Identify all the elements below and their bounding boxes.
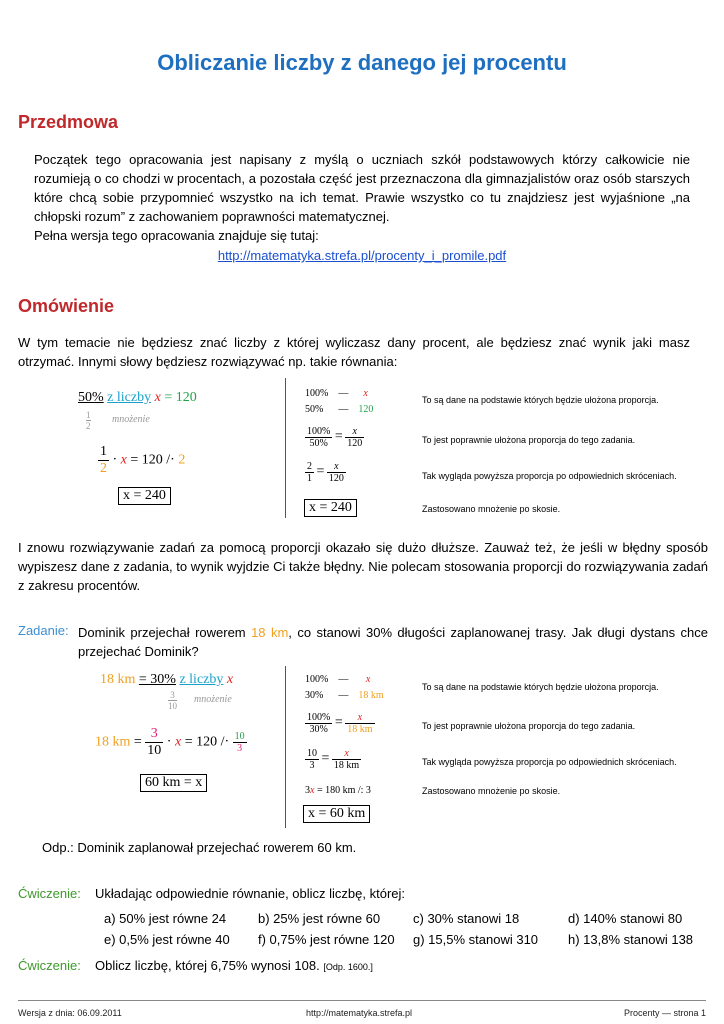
task-answer: Odp.: Dominik zaplanował przejechać rowerem 60 km. [42, 840, 357, 855]
task-line2: 18 km = $\frac{3}{10}$ · x = 120 /· $\frac{10}{3}$ [95, 726, 245, 758]
exercise1-item-f: f) 0,75% jest równe 120 [258, 932, 395, 947]
task-reduced: $\frac{10}{3}$ = $\frac{x}{18 km}$ [307, 748, 360, 771]
task-note-1: To są dane na podstawie których będzie ułożona proporcja. [422, 682, 659, 692]
discussion-paragraph: W tym temacie nie będziesz znać liczby z której wyliczasz dany procent, ale będziesz znać wynik jaki masz otrzymać. Innymi słowy będziesz rozwiązywać np. takie równania: [18, 335, 690, 369]
exercise1-item-g: g) 15,5% stanowi 310 [413, 932, 539, 947]
task-proportion: $\frac{100\%}{30\%}$ = $\frac{x}{18 km}$ [307, 712, 373, 735]
example1-mnozenie: mnożenie [112, 414, 150, 425]
task-note-4: Zastosowano mnożenie po skosie. [422, 786, 561, 796]
preface-link-row [0, 248, 724, 263]
example1-reduced: $\frac{2}{1}$ = $\frac{x}{120}$ [307, 461, 344, 484]
example1-note-1: To są dane na podstawie których będzie ułożona proporcja. [422, 395, 659, 405]
heading-przedmowa: Przedmowa [18, 112, 119, 132]
example1-zliczby: z liczby [107, 390, 152, 405]
example1-note-3: Tak wygląda powyższa proporcja po odpowiednich skróceniach. [422, 471, 677, 481]
exercise1-item-c: c) 30% stanowi 18 [413, 911, 520, 926]
footer-divider [18, 1000, 706, 1001]
task-equation: 18 km = 30% z liczby x [100, 672, 234, 687]
exercise2-label: Ćwiczenie: [18, 958, 81, 973]
heading-omowienie: Omówienie [18, 296, 115, 316]
exercise1-text: Układając odpowiednie równanie, oblicz liczbę, której: [95, 886, 406, 901]
exercise1-item-e: e) 0,5% jest równe 40 [104, 932, 230, 947]
footer-version: Wersja z dnia: 06.09.2011 [18, 1008, 122, 1018]
example1-eq: = 120 [164, 390, 197, 405]
task-result2: x = 60 km [303, 805, 370, 823]
task-fraction-hint: 3 10 [168, 690, 177, 711]
example1-note-4: Zastosowano mnożenie po skosie. [422, 504, 561, 514]
exercise1-item-b: b) 25% jest równe 60 [258, 911, 381, 926]
example1-proportion: $\frac{100\%}{50\%}$ = $\frac{x}{120}$ [307, 426, 363, 449]
task-result: 60 km = x [140, 774, 207, 792]
task-note-3: Tak wygląda powyższa proporcja po odpowiednich skróceniach. [422, 757, 677, 767]
example1-equation [78, 390, 197, 406]
task-proportion-data: 100% — x 30% — 18 km [305, 674, 384, 701]
exercise1-item-a: a) 50% jest równe 24 [104, 911, 227, 926]
footer-page: Procenty — strona 1 [623, 1008, 706, 1018]
pdf-link[interactable]: http://matematyka.strefa.pl/procenty_i_promile.pdf [217, 248, 507, 263]
example1-note-2: To jest poprawnie ułożona proporcja do tego zadania. [422, 435, 636, 445]
example1-half-hint: 1 2 [86, 410, 91, 431]
example1-proportion-data: 100% — x 50% — 120 [305, 388, 374, 415]
page-title: Obliczanie liczby z danego jej procentu [157, 50, 567, 75]
discussion-paragraph-2: I znowu rozwiązywanie zadań za pomocą proporcji okazało się dużo dłuższe. Zauważ też, że jeśli w błędny sposób wypiszesz dane z zadania, to wynik wyjdzie Ci także błędny. Nie polecam stosowania proporcji do rozwiązywania zadań z zakresu procentów. [18, 540, 708, 593]
preface-paragraph: Początek tego opracowania jest napisany z myślą o uczniach szkół podstawowych którzy całkowicie nie rozumieją o co chodzi w procentach, a pozostała część jest przeznaczona dla gimnazjalistów oraz osób starszych które chcą sobie przypomnieć wszystko na ich temat. Prawie wszystko co tu znajdziesz jest wyjaśnione „na chłopski rozum” z zachowaniem poprawności matematycznej. [34, 152, 690, 224]
task-note-2: To jest poprawnie ułożona proporcja do tego zadania. [422, 721, 636, 731]
exercise2-text: Oblicz liczbę, której 6,75% wynosi 108. [Odp. 1600.] [95, 958, 373, 973]
preface-link-intro: Pełna wersja tego opracowania znajduje się tutaj: [34, 228, 319, 243]
example1-percent: 50% [78, 390, 104, 405]
task-cross: 3x = 180 km /: 3 [305, 785, 371, 796]
footer-url[interactable]: http://matematyka.strefa.pl [306, 1008, 413, 1018]
example1-result: x = 240 [118, 487, 171, 505]
divider-line-1 [285, 378, 286, 518]
task-label: Zadanie: [18, 623, 69, 638]
task-text: Dominik przejechał rowerem 18 km, co stanowi 30% długości zaplanowanej trasy. Jak długi dystans chce przejechać Dominik? [78, 625, 708, 659]
exercise1-item-h: h) 13,8% stanowi 138 [568, 932, 694, 947]
divider-line-2 [285, 666, 286, 828]
exercise1-item-d: d) 140% stanowi 80 [568, 911, 683, 926]
task-mnozenie: mnożenie [194, 694, 232, 705]
example1-x: x [154, 390, 161, 405]
exercise1-label: Ćwiczenie: [18, 886, 81, 901]
example1-result2: x = 240 [304, 499, 357, 517]
example1-line2: $\frac{1}{2}$ · x = 120 /· 2 [100, 444, 186, 476]
